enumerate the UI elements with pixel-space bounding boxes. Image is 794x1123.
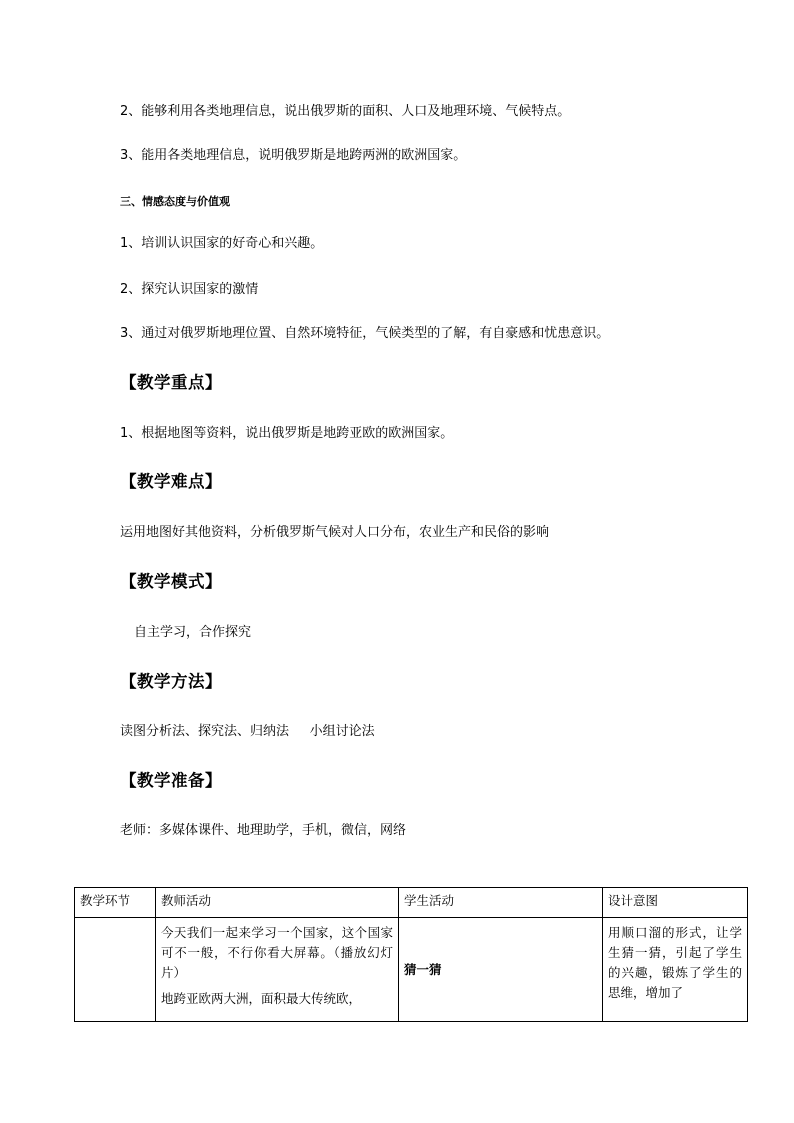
teacher-activity-1: 今天我们一起来学习一个国家，这个国家可不一般，不行你看大屏幕。（播放幻灯片） (161, 925, 393, 980)
emotion-item-3: 3、通过对俄罗斯地理位置、自然环境特征，气候类型的了解，有自豪感和忧患意识。 (120, 326, 610, 341)
header-stage: 教学环节 (75, 888, 156, 918)
mode-heading: 【教学模式】 (120, 572, 222, 591)
cell-student: 猜一猜 (399, 918, 603, 1022)
header-intent: 设计意图 (603, 888, 748, 918)
cell-teacher (156, 918, 399, 1022)
table-header-row (75, 888, 748, 918)
emotion-item-2: 2、探究认识国家的激情 (120, 282, 259, 297)
lesson-plan-table (74, 887, 748, 1022)
method-heading: 【教学方法】 (120, 672, 222, 691)
teacher-activity-2: 地跨亚欧两大洲，面积最大传统欧， (161, 991, 362, 1006)
emotion-title: 三、情感态度与价值观 (120, 195, 230, 208)
difficulty-text: 运用地图好其他资料，分析俄罗斯气候对人口分布，农业生产和民俗的影响 (120, 525, 550, 540)
table-row (75, 918, 748, 1022)
key-point-text: 1、根据地图等资料，说出俄罗斯是地跨亚欧的欧洲国家。 (120, 426, 454, 441)
mode-text: 自主学习，合作探究 (134, 625, 252, 640)
cell-stage (75, 918, 156, 1022)
emotion-item-1: 1、培训认识国家的好奇心和兴趣。 (120, 236, 324, 251)
header-teacher: 教师活动 (156, 888, 399, 918)
method-text: 读图分析法、探究法、归纳法 小组讨论法 (120, 724, 375, 739)
ability-item-2: 2、能够利用各类地理信息，说出俄罗斯的面积、人口及地理环境、气候特点。 (120, 104, 571, 119)
key-point-heading: 【教学重点】 (120, 373, 222, 392)
prep-text: 老师：多媒体课件、地理助学，手机，微信，网络 (120, 823, 407, 838)
header-student: 学生活动 (399, 888, 603, 918)
cell-intent: 用顺口溜的形式，让学生猜一猜，引起了学生的兴趣，锻炼了学生的思维，增加了 (603, 918, 748, 1022)
ability-item-3: 3、能用各类地理信息，说明俄罗斯是地跨两洲的欧洲国家。 (120, 148, 467, 163)
prep-heading: 【教学准备】 (120, 771, 222, 790)
difficulty-heading: 【教学难点】 (120, 472, 222, 491)
